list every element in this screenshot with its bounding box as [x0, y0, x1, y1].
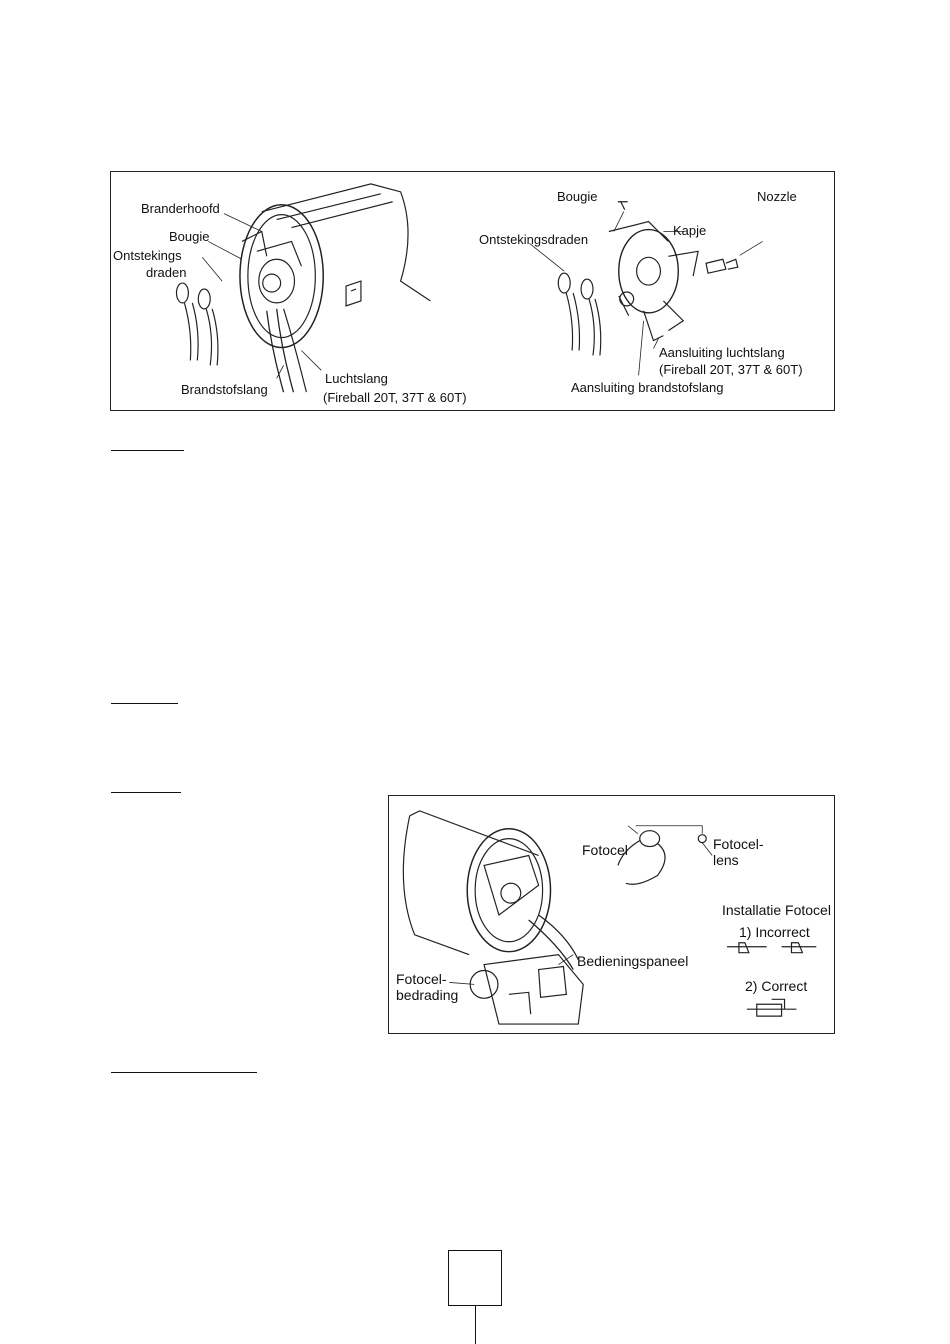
- burner-assembly-figure: [110, 171, 835, 411]
- label-bougie-left: Bougie: [169, 229, 210, 244]
- section-heading-underline-4: [111, 1072, 257, 1073]
- label-brandstofslang: Brandstofslang: [181, 382, 268, 397]
- section-heading-underline-2: [111, 703, 178, 704]
- label-ontstekings-line1: Ontstekings: [113, 248, 182, 263]
- label-ontstekings-line2: draden: [146, 265, 187, 280]
- label-branderhoofd: Branderhoofd: [141, 201, 220, 216]
- section-heading-underline-3: [111, 792, 181, 793]
- label-incorrect: 1) Incorrect: [739, 924, 810, 940]
- page-number-tail: [475, 1306, 476, 1344]
- label-aansluiting-luchtslang: Aansluiting luchtslang: [659, 345, 785, 360]
- label-nozzle: Nozzle: [757, 189, 797, 204]
- label-fotocel-lens-line2: lens: [713, 852, 739, 868]
- label-kapje: Kapje: [673, 223, 707, 238]
- label-fireball-right: (Fireball 20T, 37T & 60T): [659, 362, 803, 377]
- section-heading-underline-1: [111, 450, 184, 451]
- label-luchtslang: Luchtslang: [325, 371, 388, 386]
- label-fotocel-bedrading-line2: bedrading: [396, 987, 459, 1003]
- label-installatie-fotocel: Installatie Fotocel: [722, 902, 831, 918]
- label-bedieningspaneel: Bedieningspaneel: [577, 953, 689, 969]
- label-correct: 2) Correct: [745, 978, 808, 994]
- page-number-box: [448, 1250, 502, 1306]
- photocell-figure: [388, 795, 835, 1034]
- label-fireball-left: (Fireball 20T, 37T & 60T): [323, 390, 467, 405]
- label-fotocel-bedrading-line1: Fotocel-: [396, 971, 447, 987]
- label-aansluiting-brandstofslang: Aansluiting brandstofslang: [571, 380, 724, 395]
- label-fotocel-lens-line1: Fotocel-: [713, 836, 764, 852]
- label-bougie-right: Bougie: [557, 189, 598, 204]
- label-ontstekingsdraden: Ontstekingsdraden: [479, 232, 589, 247]
- label-fotocel: Fotocel: [582, 842, 628, 858]
